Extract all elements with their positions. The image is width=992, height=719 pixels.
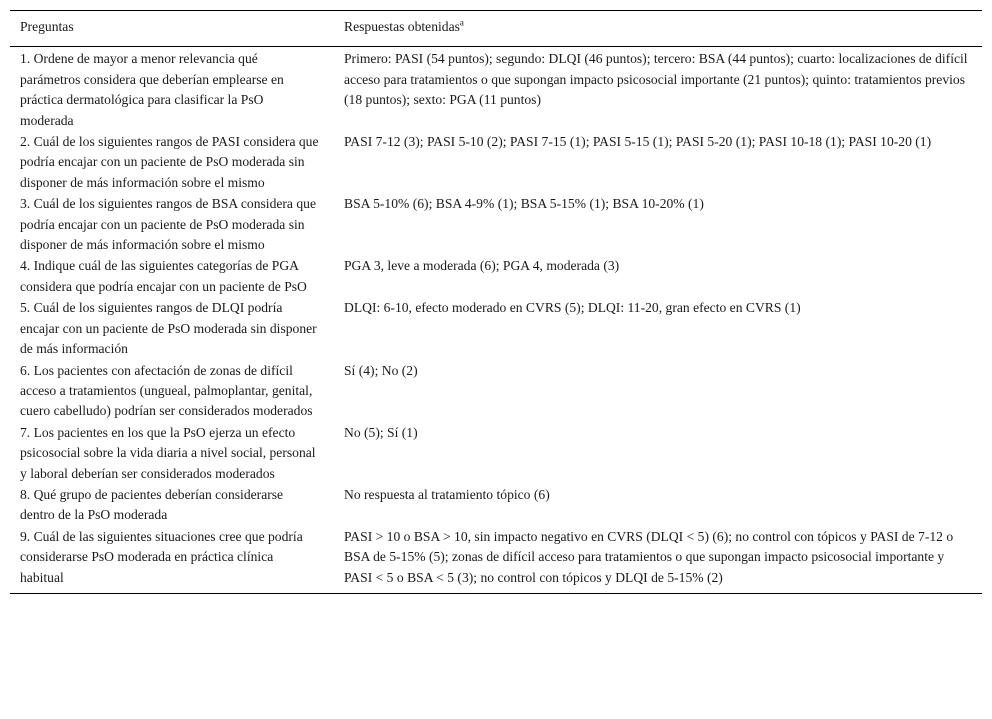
answer-cell: No (5); Sí (1): [344, 424, 418, 440]
answer-cell: DLQI: 6-10, efecto moderado en CVRS (5); DLQI: 11-20, gran efecto en CVRS (1): [344, 300, 801, 316]
survey-results-table: [10, 10, 982, 594]
table-row: [10, 527, 982, 594]
question-cell: 5. Cuál de los siguientes rangos de DLQI podría encajar con un paciente de PsO moderada sin disponer de más información: [20, 300, 317, 357]
answer-cell: PASI 7-12 (3); PASI 5-10 (2); PASI 7-15 (1); PASI 5-15 (1); PASI 5-20 (1); PASI 10-18 (1); PASI 10-20 (1): [344, 134, 932, 150]
table-row: [10, 194, 982, 256]
answer-cell: Primero: PASI (54 puntos); segundo: DLQI (46 puntos); tercero: BSA (44 puntos); cuarto: localizaciones de difícil acceso para tratamientos o que supongan impacto psicosocial importante (21 puntos); quinto: tratamientos previos (18 puntos); sexto: PGA (11 puntos): [344, 51, 968, 108]
table-row: [10, 298, 982, 360]
header-questions-label: Preguntas: [20, 19, 74, 34]
question-cell: 7. Los pacientes en los que la PsO ejerza un efecto psicosocial sobre la vida diaria a nivel social, personal y laboral deberían ser considerados moderados: [20, 424, 316, 481]
table-row: [10, 256, 982, 298]
answer-cell: PASI > 10 o BSA > 10, sin impacto negativo en CVRS (DLQI < 5) (6); no control con tópicos y PASI de 7-12 o BSA de 5-15% (5); zonas de difícil acceso para tratamientos o que supongan impacto psicosocial importante y PASI < 5 o BSA < 5 (3); no control con tópicos y DLQI de 5-15% (2): [334, 527, 982, 594]
answer-cell: No respuesta al tratamiento tópico (6): [344, 486, 550, 502]
question-cell: 9. Cuál de las siguientes situaciones cree que podría considerarse PsO moderada en práctica clínica habitual: [10, 527, 334, 594]
survey-table-container: [10, 10, 982, 594]
answer-cell: BSA 5-10% (6); BSA 4-9% (1); BSA 5-15% (1); BSA 10-20% (1): [344, 196, 704, 212]
question-cell: 1. Ordene de mayor a menor relevancia qué parámetros considera que deberían emplearse en práctica dermatológica para clasificar la PsO moderada: [20, 51, 284, 128]
question-cell: 6. Los pacientes con afectación de zonas de difícil acceso a tratamientos (ungueal, palmoplantar, genital, cuero cabelludo) podrían ser considerados moderados: [20, 362, 313, 419]
table-row: [10, 485, 982, 527]
table-row: [10, 361, 982, 423]
header-questions: [10, 11, 334, 47]
table-row: [10, 423, 982, 485]
answer-cell: Sí (4); No (2): [344, 362, 418, 378]
header-row: [10, 11, 982, 47]
table-row: [10, 47, 982, 132]
header-answers-label: Respuestas obtenidas: [344, 19, 460, 34]
question-cell: 8. Qué grupo de pacientes deberían considerarse dentro de la PsO moderada: [20, 486, 284, 523]
question-cell: 2. Cuál de los siguientes rangos de PASI considera que podría encajar con un paciente de PsO moderada sin disponer de más información sobre el mismo: [20, 134, 319, 190]
header-answers: [334, 11, 982, 47]
table-row: [10, 132, 982, 194]
table-header: [10, 11, 982, 47]
table-body: [10, 47, 982, 594]
answer-cell: PGA 3, leve a moderada (6); PGA 4, moderada (3): [344, 258, 620, 274]
footnote-marker: a: [459, 17, 464, 28]
question-cell: 4. Indique cuál de las siguientes categorías de PGA considera que podría encajar con un paciente de PsO: [20, 258, 307, 294]
question-cell: 3. Cuál de los siguientes rangos de BSA considera que podría encajar con un paciente de PsO moderada sin disponer de más información sobre el mismo: [20, 196, 316, 253]
